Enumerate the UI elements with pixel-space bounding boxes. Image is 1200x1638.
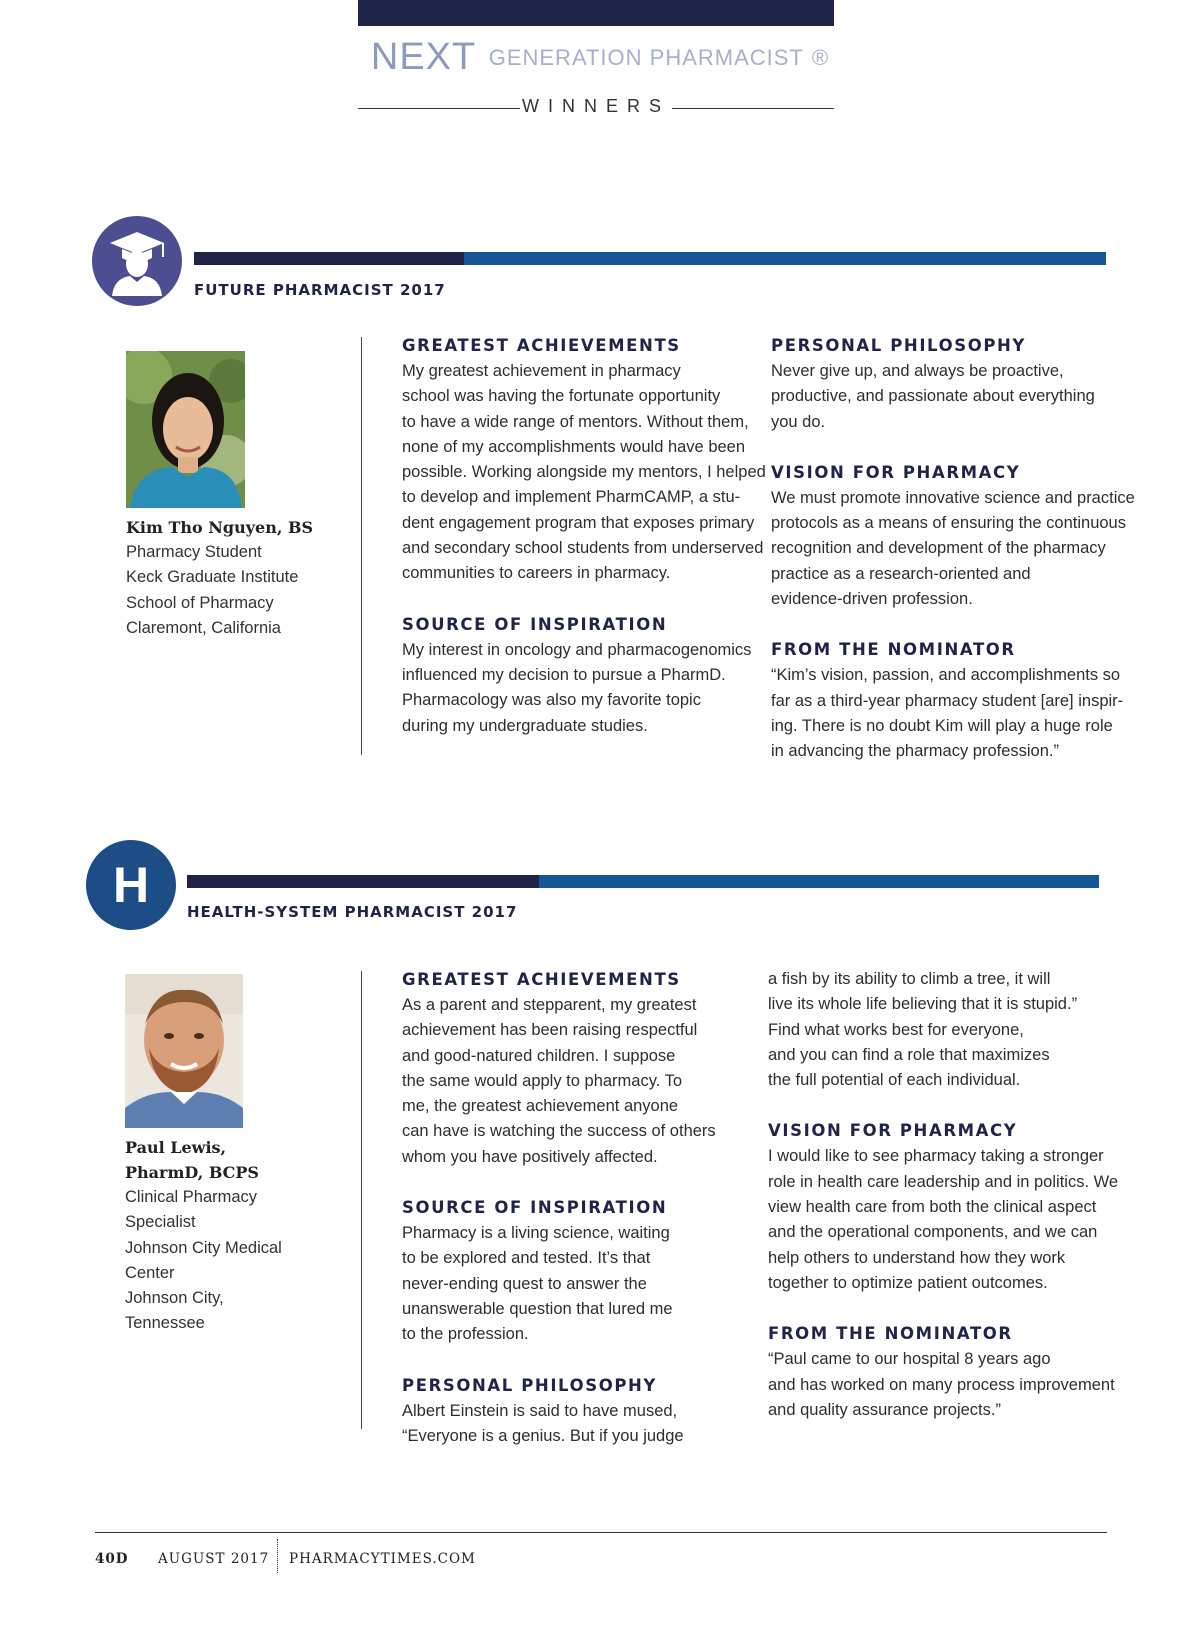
- logo-next-text: NEXT: [370, 36, 477, 78]
- heading-greatest-achievements: GREATEST ACHIEVEMENTS: [402, 970, 681, 989]
- text-vision-for-pharmacy: We must promote innovative science and practice protocols as a means of ensuring the continuous recognition and development of the pharmacy practice as a research-oriented and evidence-driven profession.: [771, 488, 1135, 609]
- graduation-cap-person-icon: [92, 216, 182, 306]
- h-letter-icon: H: [86, 840, 176, 930]
- heading-personal-philosophy: PERSONAL PHILOSOPHY: [402, 1375, 657, 1395]
- category-title-future: FUTURE PHARMACIST 2017: [194, 281, 446, 299]
- text-greatest-achievements: My greatest achievement in pharmacy school was having the fortunate opportunity to have a wide range of mentors. Without them, none of my accomplishments would have been possible. Working alongside my mentors, I helped to develop and implement PharmCAMP, a stu- dent engagement program that exposes primary and secondary school students from underserved communities to careers in pharmacy.: [402, 362, 766, 583]
- winner-affiliation-kim: Pharmacy Student Keck Graduate Institute School of Pharmacy Claremont, California: [126, 543, 299, 637]
- heading-greatest-achievements: GREATEST ACHIEVEMENTS: [402, 336, 681, 355]
- header-top-bar: [358, 0, 834, 26]
- text-personal-philosophy-continued: a fish by its ability to climb a tree, it will live its whole life believing that it is stupid.” Find what works best for everyone, and you can find a role that maximizes the full potential of each individual.: [768, 970, 1078, 1090]
- winner-name-kim: Kim Tho Nguyen, BS: [126, 518, 314, 537]
- heading-from-the-nominator: FROM THE NOMINATOR: [771, 640, 1016, 660]
- registered-mark: ®: [811, 44, 830, 70]
- heading-source-of-inspiration: SOURCE OF INSPIRATION: [402, 1198, 668, 1218]
- text-greatest-achievements: As a parent and stepparent, my greatest achievement has been raising respectful and good-natured children. I suppose the same would apply to pharmacy. To me, the greatest achievement anyone can have is watching the success of others whom you have positively affected.: [402, 996, 716, 1166]
- section-divider-bar-health-system: [187, 875, 1099, 888]
- section-divider-bar-future: [194, 252, 1106, 265]
- text-source-of-inspiration: My interest in oncology and pharmacogenomics influenced my decision to pursue a PharmD. Pharmacology was also my favorite topic during my undergraduate studies.: [402, 640, 752, 735]
- photo-kim-tho-nguyen: [126, 351, 245, 508]
- heading-from-the-nominator: FROM THE NOMINATOR: [768, 1324, 1013, 1344]
- winner-affiliation-paul: Clinical Pharmacy Specialist Johnson City Medical Center Johnson City, Tennessee: [125, 1188, 282, 1333]
- health-system-column-2: [768, 967, 1118, 1448]
- text-personal-philosophy: Albert Einstein is said to have mused, “Everyone is a genius. But if you judge: [402, 1401, 684, 1445]
- text-vision-for-pharmacy: I would like to see pharmacy taking a stronger role in health care leadership and in politics. We view health care from both the clinical aspect and the operational components, and we can help others to understand how they work together to optimize patient outcomes.: [768, 1147, 1119, 1292]
- future-column-2: [771, 333, 1135, 790]
- text-from-the-nominator: “Paul came to our hospital 8 years ago and has worked on many process improvement and quality assurance projects.”: [768, 1350, 1115, 1419]
- column-divider-future: [361, 337, 362, 755]
- winners-banner: [358, 96, 834, 120]
- next-generation-pharmacist-logo: [0, 36, 1200, 79]
- website-link[interactable]: PHARMACYTIMES.COM: [289, 1551, 476, 1567]
- winners-title: WINNERS: [522, 96, 670, 116]
- heading-personal-philosophy: PERSONAL PHILOSOPHY: [771, 336, 1026, 355]
- logo-generation-pharmacist-text: GENERATION PHARMACIST: [488, 44, 804, 70]
- text-source-of-inspiration: Pharmacy is a living science, waiting to be explored and tested. It’s that never-ending quest to answer the unanswerable question that lured me to the profession.: [402, 1224, 673, 1344]
- heading-source-of-inspiration: SOURCE OF INSPIRATION: [402, 614, 668, 634]
- health-system-column-1: [402, 967, 752, 1474]
- footer-rule: [95, 1532, 1107, 1533]
- winners-right-rule: [672, 108, 834, 109]
- text-personal-philosophy: Never give up, and always be proactive, productive, and passionate about everything you do.: [771, 362, 1095, 431]
- text-from-the-nominator: “Kim’s vision, passion, and accomplishments so far as a third-year pharmacy student [are] inspir- ing. There is no doubt Kim will play a huge role in advancing the pharmacy profession.”: [771, 666, 1124, 761]
- heading-vision-for-pharmacy: VISION FOR PHARMACY: [768, 1121, 1018, 1141]
- issue-date: AUGUST 2017: [158, 1551, 270, 1567]
- heading-vision-for-pharmacy: VISION FOR PHARMACY: [771, 462, 1021, 482]
- photo-paul-lewis: [125, 974, 243, 1128]
- column-divider-health-system: [361, 971, 362, 1429]
- category-title-health-system: HEALTH-SYSTEM PHARMACIST 2017: [187, 903, 518, 921]
- winner-name-paul: Paul Lewis, PharmD, BCPS: [125, 1138, 259, 1182]
- footer-separator: [277, 1539, 278, 1573]
- future-column-1: [402, 333, 766, 764]
- page-number: 40D: [95, 1551, 129, 1567]
